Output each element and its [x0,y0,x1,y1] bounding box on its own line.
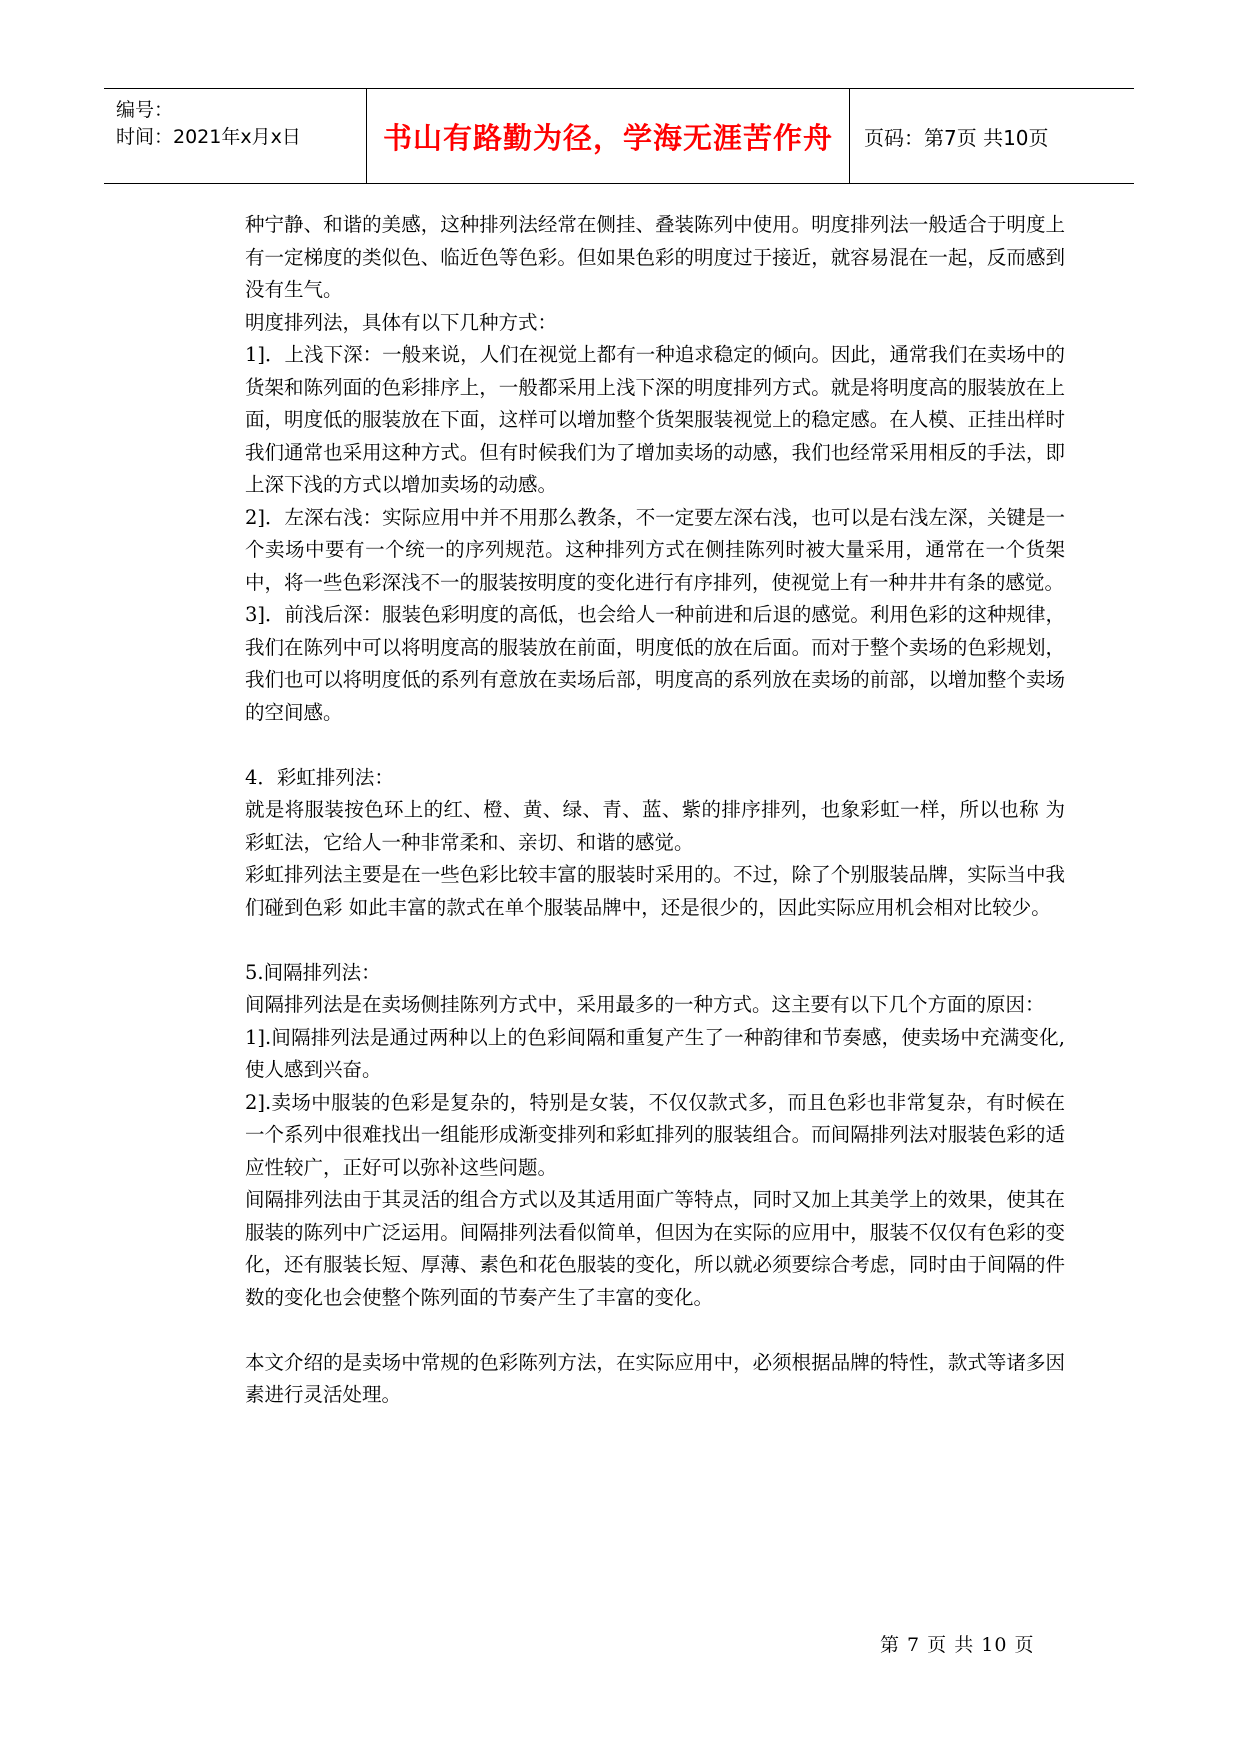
blank-line [245,729,1065,762]
body-paragraph: 就是将服装按色环上的红、橙、黄、绿、青、蓝、紫的排序排列，也象彩虹一样，所以也称 为彩虹法，它给人一种非常柔和、亲切、和谐的感觉。 [245,798,1065,854]
body-paragraph: 本文介绍的是卖场中常规的色彩陈列方法，在实际应用中，必须根据品牌的特性，款式等诸多因素进行灵活处理。 [245,1350,1065,1406]
document-time-label: 时间：2021年x月x日 [116,126,301,148]
header-motto: 书山有路勤为径，学海无涯苦作舟 [382,120,833,155]
body-paragraph: 1].间隔排列法是通过两种以上的色彩间隔和重复产生了一种韵律和节奏感，使卖场中充满变化, 使人感到兴奋。 [245,1025,1065,1081]
document-body [245,209,1065,1412]
header-motto-cell [367,89,850,183]
body-paragraph: 间隔排列法由于其灵活的组合方式以及其适用面广等特点，同时又加上其美学上的效果，使其在服装的陈列中广泛运用。间隔排列法看似简单，但因为在实际的应用中，服装不仅仅有色彩的变化，还有服装长短、厚薄、素色和花色服装的变化，所以就必须要综合考虑，同时由于间隔的件数的变化也会使整个陈列面的节奏产生了丰富的变化。 [245,1188,1065,1309]
body-paragraph: 2]．左深右浅：实际应用中并不用那么教条，不一定要左深右浅，也可以是右浅左深，关键是一个卖场中要有一个统一的序列规范。这种排列方式在侧挂陈列时被大量采用，通常在一个货架中，将一些色彩深浅不一的服装按明度的变化进行有序排列，使视觉上有一种井井有条的感觉。 [245,505,1065,594]
section-heading: 4．彩虹排列法： [245,765,394,789]
body-paragraph: 3]．前浅后深：服装色彩明度的高低，也会给人一种前进和后退的感觉。利用色彩的这种规律，我们在陈列中可以将明度高的服装放在前面，明度低的放在后面。而对于整个卖场的色彩规划，我们也可以将明度低的系列有意放在卖场后部，明度高的系列放在卖场的前部，以增加整个卖场的空间感。 [245,603,1065,724]
body-paragraph: 1]．上浅下深：一般来说，人们在视觉上都有一种追求稳定的倾向。因此，通常我们在卖场中的货架和陈列面的色彩排序上，一般都采用上浅下深的明度排列方式。就是将明度高的服装放在上面，明度低的服装放在下面，这样可以增加整个货架服装视觉上的稳定感。在人模、正挂出样时我们通常也采用这种方式。但有时候我们为了增加卖场的动感，我们也经常采用相反的手法，即上深下浅的方式以增加卖场的动感。 [245,343,1065,496]
header-page-cell [850,89,1134,183]
section-heading: 5.间隔排列法： [245,960,381,984]
page-footer: 第 7 页 共 10 页 [880,1634,1035,1656]
body-paragraph: 2].卖场中服装的色彩是复杂的，特别是女装，不仅仅款式多，而且色彩也非常复杂，有时候在一个系列中很难找出一组能形成渐变排列和彩虹排列的服装组合。而间隔排列法对服装色彩的适应性较广，正好可以弥补这些问题。 [245,1090,1065,1179]
body-paragraph: 明度排列法，具体有以下几种方式： [245,310,558,334]
page-header [104,88,1134,184]
document-number-label: 编号： [116,99,174,121]
header-page-number: 页码：第7页 共10页 [864,125,1049,150]
body-paragraph: 间隔排列法是在卖场侧挂陈列方式中，采用最多的一种方式。这主要有以下几个方面的原因： [245,993,1045,1016]
blank-line [245,924,1065,957]
body-paragraph: 种宁静、和谐的美感，这种排列法经常在侧挂、叠装陈列中使用。明度排列法一般适合于明度上有一定梯度的类似色、临近色等色彩。但如果色彩的明度过于接近，就容易混在一起，反而感到没有生气。 [245,213,1065,301]
blank-line [245,1314,1065,1347]
body-paragraph: 彩虹排列法主要是在一些色彩比较丰富的服装时采用的。不过，除了个别服装品牌，实际当中我们碰到色彩 如此丰富的款式在单个服装品牌中，还是很少的，因此实际应用机会相对比较少。 [245,863,1065,919]
header-meta [104,89,367,183]
